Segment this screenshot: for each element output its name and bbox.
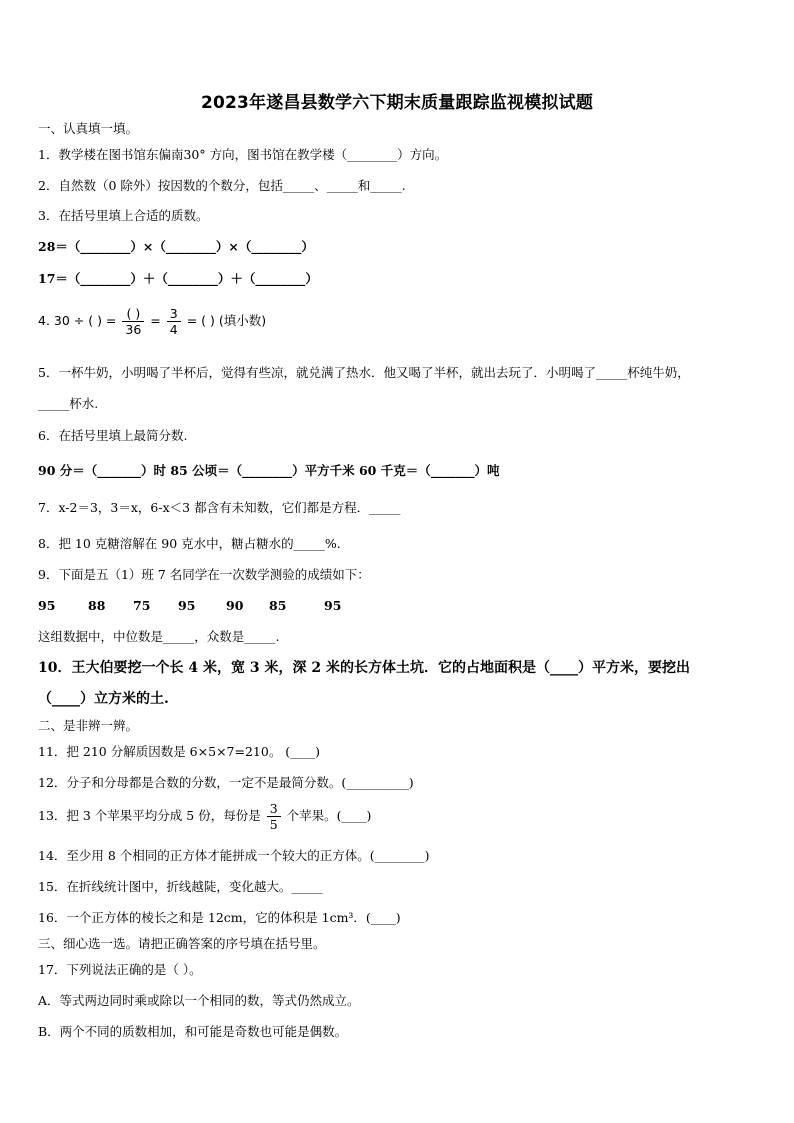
question-3b: 17＝（________）＋（________）＋（________） — [38, 271, 318, 286]
question-1: 1．教学楼在图书馆东偏南30° 方向，图书馆在教学楼（________）方向。 — [38, 147, 448, 162]
question-4-prefix: 4. 30 ÷ ( ) = — [38, 313, 117, 328]
question-11: 11．把 210 分解质因数是 6×5×7=210。 (____) — [38, 744, 321, 759]
option-b: B．两个不同的质数相加，和可能是奇数也可能是偶数。 — [38, 1024, 348, 1039]
fraction-denominator: 4 — [169, 322, 178, 337]
question-6: 6．在括号里填上最简分数. — [38, 428, 188, 443]
fraction-blank-over-36 — [122, 306, 144, 337]
question-9b: 这组数据中，中位数是_____，众数是_____. — [38, 629, 280, 644]
question-7: 7．x-2＝3，3＝x，6-x＜3 都含有未知数，它们都是方程．_____ — [38, 500, 401, 515]
question-13 — [38, 801, 371, 832]
question-10-line-2: （____）立方米的土. — [38, 691, 169, 707]
section-3-heading: 三、细心选一选。请把正确答案的序号填在括号里。 — [38, 936, 326, 951]
fraction-three-fifths — [267, 801, 281, 832]
score-item: 95 — [38, 598, 56, 613]
score-item: 85 — [269, 598, 287, 613]
score-list — [38, 598, 341, 614]
question-12: 12．分子和分母都是合数的分数，一定不是最简分数。(__________) — [38, 775, 414, 790]
fraction-numerator: 3 — [167, 306, 181, 322]
score-item: 95 — [178, 598, 196, 613]
question-8: 8．把 10 克糖溶解在 90 克水中，糖占糖水的_____%. — [38, 536, 341, 551]
page-title: 2023年遂昌县数学六下期末质量跟踪监视模拟试题 — [200, 93, 594, 113]
question-15: 15．在折线统计图中，折线越陡，变化越大。_____ — [38, 879, 323, 894]
fraction-three-quarters — [167, 306, 181, 337]
question-9: 9．下面是五（1）班 7 名同学在一次数学测验的成绩如下： — [38, 567, 370, 582]
score-item: 75 — [133, 598, 151, 613]
question-5-line-2: _____杯水. — [38, 396, 99, 411]
question-6a: 90 分＝（_______）时 85 公顷＝（________）平方千米 60 千克＝（_______）吨 — [38, 463, 500, 478]
section-1-heading: 一、认真填一填。 — [38, 121, 139, 136]
question-2: 2．自然数（0 除外）按因数的个数分，包括_____、_____和_____. — [38, 178, 406, 193]
question-4 — [38, 306, 266, 337]
fraction-denominator: 36 — [125, 322, 142, 337]
question-16: 16．一个正方体的棱长之和是 12cm，它的体积是 1cm³．(____) — [38, 910, 401, 925]
score-item: 95 — [324, 598, 342, 613]
equals-sign: = — [150, 313, 161, 328]
question-3a: 28＝（________）×（________）×（________） — [38, 239, 314, 254]
question-4-suffix: = ( ) (填小数) — [186, 313, 267, 328]
option-a: A．等式两边同时乘或除以一个相同的数，等式仍然成立。 — [38, 993, 360, 1008]
fraction-numerator: 3 — [267, 801, 281, 817]
question-13-prefix: 13．把 3 个苹果平均分成 5 份，每份是 — [38, 808, 261, 823]
score-item: 90 — [226, 598, 244, 613]
fraction-numerator: ( ) — [122, 306, 144, 322]
question-3: 3．在括号里填上合适的质数。 — [38, 208, 209, 223]
fraction-denominator: 5 — [269, 817, 278, 832]
question-13-suffix: 个苹果。(____) — [286, 808, 372, 823]
score-item: 88 — [88, 598, 106, 613]
question-10-line-1: 10．王大伯要挖一个长 4 米，宽 3 米，深 2 米的长方体土坑．它的占地面积是（____）平方米，要挖出 — [38, 660, 690, 676]
question-5-line-1: 5．一杯牛奶，小明喝了半杯后，觉得有些凉，就兑满了热水．他又喝了半杯，就出去玩了．小明喝了_____杯纯牛奶， — [38, 365, 690, 380]
question-14: 14．至少用 8 个相同的正方体才能拼成一个较大的正方体。(________) — [38, 848, 430, 863]
question-17: 17．下列说法正确的是（ ）。 — [38, 962, 202, 977]
section-2-heading: 二、是非辨一辨。 — [38, 718, 139, 733]
